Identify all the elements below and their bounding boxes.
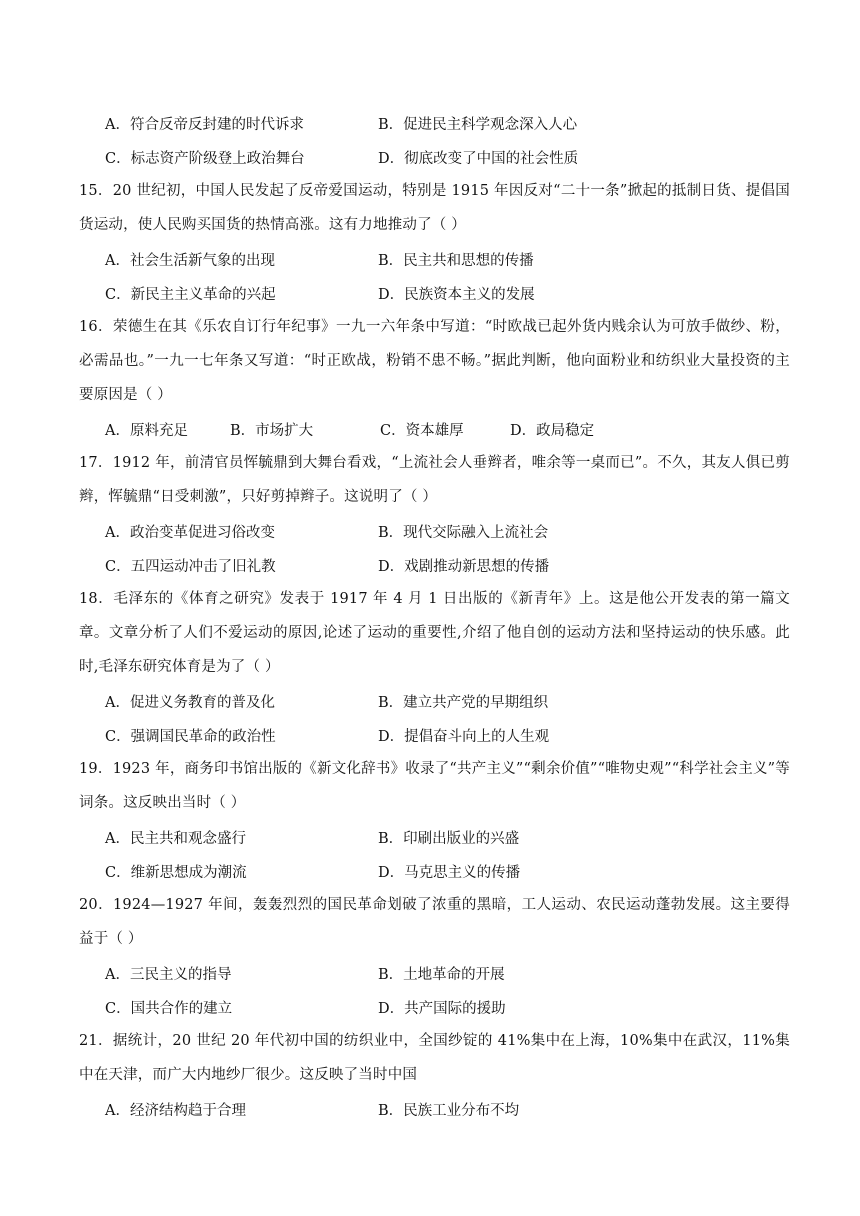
question-stem: 15．20 世纪初，中国人民发起了反帝爱国运动，特别是 1915 年因反对“二十一条”掀起的抵制日货、提倡国货运动，使人民购买国货的热情高涨。这有力地推动了（ ） <box>79 183 790 233</box>
options-row <box>79 990 790 1024</box>
options-row <box>79 242 790 276</box>
option-c: C．新民主主义革命的兴起 <box>105 286 276 303</box>
options-row <box>79 106 790 140</box>
options-row <box>79 718 790 752</box>
options-row <box>79 820 790 854</box>
question-18 <box>79 582 790 752</box>
options-row <box>79 514 790 548</box>
option-a: A．原料充足 <box>105 422 188 439</box>
question-21 <box>79 1024 790 1126</box>
question-19 <box>79 752 790 888</box>
option-c: C．五四运动冲击了旧礼教 <box>105 558 276 575</box>
options-row <box>79 412 790 446</box>
question-stem: 17．1912 年，前清官员恽毓鼎到大舞台看戏，“上流社会人垂辫者，唯余等一桌而已”。不久，其友人俱已剪辫，恽毓鼎“日受刺激”，只好剪掉辫子。这说明了（ ） <box>79 455 790 505</box>
options-row <box>79 684 790 718</box>
option-b: B．民主共和思想的传播 <box>378 252 534 269</box>
question-stem: 20．1924—1927 年间，轰轰烈烈的国民革命划破了浓重的黑暗，工人运动、农民运动蓬勃发展。这主要得益于（ ） <box>79 897 790 947</box>
options-row <box>79 1092 790 1126</box>
question-16 <box>79 310 790 446</box>
options-row <box>79 548 790 582</box>
option-b: B．建立共产党的早期组织 <box>378 694 549 711</box>
option-a: A．符合反帝反封建的时代诉求 <box>105 116 304 133</box>
options-row <box>79 140 790 174</box>
option-a: A．经济结构趋于合理 <box>105 1102 246 1119</box>
option-c: C．强调国民革命的政治性 <box>105 728 276 745</box>
option-c: C．资本雄厚 <box>380 422 464 439</box>
question-stem: 21．据统计，20 世纪 20 年代初中国的纺织业中，全国纱锭的 41%集中在上海，10%集中在武汉，11%集中在天津，而广大内地纱厂很少。这反映了当时中国 <box>79 1033 790 1083</box>
option-b: B．土地革命的开展 <box>378 966 505 983</box>
options-row <box>79 854 790 888</box>
question-20 <box>79 888 790 1024</box>
option-d: D．民族资本主义的发展 <box>378 286 535 303</box>
option-c: C．标志资产阶级登上政治舞台 <box>105 150 305 167</box>
option-d: D．政局稳定 <box>510 422 595 439</box>
options-row <box>79 956 790 990</box>
option-b: B．民族工业分布不均 <box>378 1102 520 1119</box>
option-b: B．促进民主科学观念深入人心 <box>378 116 578 133</box>
option-c: C．国共合作的建立 <box>105 1000 233 1017</box>
option-b: B．印刷出版业的兴盛 <box>378 830 520 847</box>
option-d: D．彻底改变了中国的社会性质 <box>378 150 579 167</box>
option-d: D．马克思主义的传播 <box>378 864 521 881</box>
option-b: B．市场扩大 <box>230 422 314 439</box>
option-a: A．三民主义的指导 <box>105 966 232 983</box>
option-d: D．提倡奋斗向上的人生观 <box>378 728 550 745</box>
option-b: B．现代交际融入上流社会 <box>378 524 549 541</box>
option-c: C．维新思想成为潮流 <box>105 864 247 881</box>
question-stem: 16．荣德生在其《乐农自订行年纪事》一九一六年条中写道：“时欧战已起外货内贱余认为可放手做纱、粉，必需品也。”一九一七年条又写道：“时正欧战，粉销不患不畅。”据此判断，他向面粉业和纺织业大量投资的主要原因是（ ） <box>79 319 790 403</box>
option-a: A．促进义务教育的普及化 <box>105 694 275 711</box>
option-a: A．社会生活新气象的出现 <box>105 252 275 269</box>
option-a: A．政治变革促进习俗改变 <box>105 524 275 541</box>
question-15 <box>79 174 790 310</box>
question-stem: 19．1923 年，商务印书馆出版的《新文化辞书》收录了“共产主义”“剩余价值”“唯物史观”“科学社会主义”等词条。这反映出当时（ ） <box>79 761 790 811</box>
option-d: D．共产国际的援助 <box>378 1000 506 1017</box>
question-17 <box>79 446 790 582</box>
option-d: D．戏剧推动新思想的传播 <box>378 558 550 575</box>
option-a: A．民主共和观念盛行 <box>105 830 246 847</box>
question-stem: 18．毛泽东的《体育之研究》发表于 1917 年 4 月 1 日出版的《新青年》上。这是他公开发表的第一篇文章。文章分析了人们不爱运动的原因,论述了运动的重要性,介绍了他自创的运动方法和坚持运动的快乐感。此时,毛泽东研究体育是为了（ ） <box>79 591 790 675</box>
options-row <box>79 276 790 310</box>
question-14-tail <box>79 106 790 174</box>
question-list <box>79 106 790 1126</box>
